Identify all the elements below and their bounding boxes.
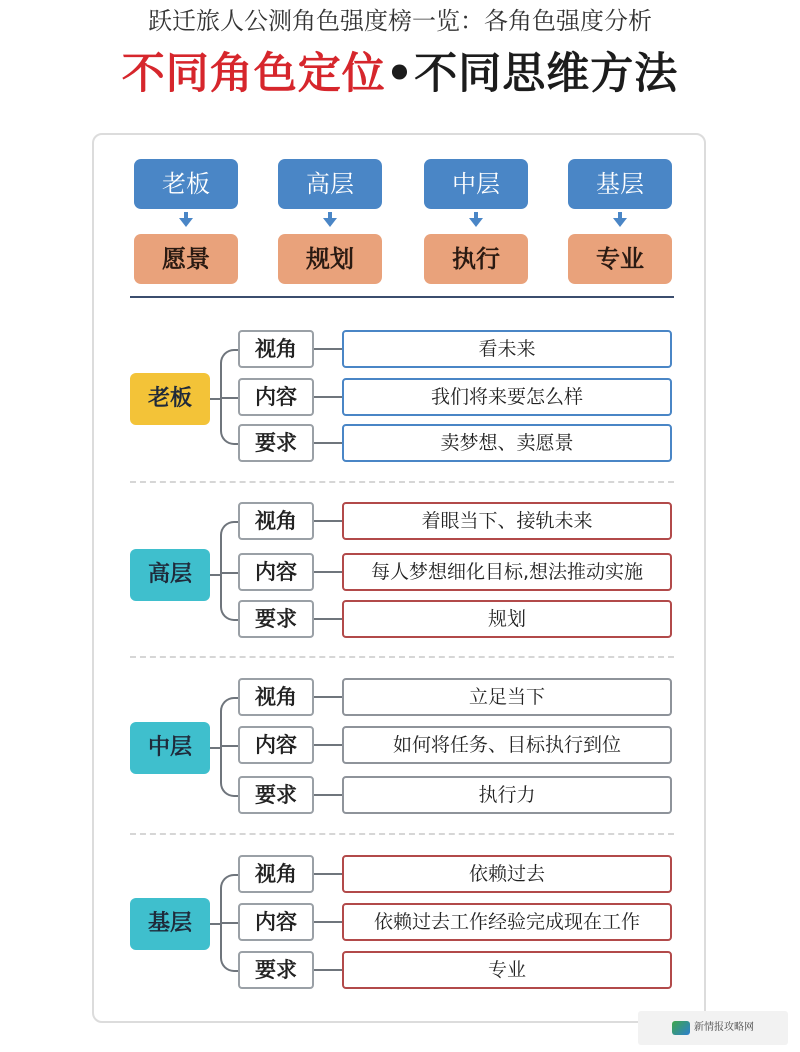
connector-line	[314, 969, 342, 971]
value-boss-content: 我们将来要怎么样	[342, 378, 672, 416]
top-role-senior: 高层	[278, 159, 382, 209]
connector-line	[314, 696, 342, 698]
label-content: 内容	[238, 726, 314, 764]
value-senior-perspective: 着眼当下、接轨未来	[342, 502, 672, 540]
top-role-middle: 中层	[424, 159, 528, 209]
label-requirement: 要求	[238, 424, 314, 462]
connector-line	[220, 922, 238, 924]
connector-line	[314, 396, 342, 398]
value-middle-requirement: 执行力	[342, 776, 672, 814]
label-perspective: 视角	[238, 678, 314, 716]
connector-line	[314, 571, 342, 573]
connector-line	[314, 618, 342, 620]
label-content: 内容	[238, 553, 314, 591]
down-arrow-icon	[469, 218, 483, 227]
section-divider	[130, 481, 674, 483]
connector-line	[314, 744, 342, 746]
label-perspective: 视角	[238, 330, 314, 368]
section-role-senior: 高层	[130, 549, 210, 601]
headline-dot: •	[385, 49, 415, 99]
top-focus-planning: 规划	[278, 234, 382, 284]
value-senior-requirement: 规划	[342, 600, 672, 638]
value-middle-perspective: 立足当下	[342, 678, 672, 716]
divider-rule	[130, 296, 674, 298]
connector-line	[314, 442, 342, 444]
section-role-boss: 老板	[130, 373, 210, 425]
connector-line	[314, 873, 342, 875]
label-perspective: 视角	[238, 855, 314, 893]
connector-line	[220, 572, 238, 574]
connector-line	[314, 921, 342, 923]
top-role-boss: 老板	[134, 159, 238, 209]
down-arrow-icon	[613, 218, 627, 227]
site-logo-icon	[672, 1021, 690, 1035]
page-caption: 跃迁旅人公测角色强度榜一览：各角色强度分析	[148, 7, 652, 35]
value-middle-content: 如何将任务、目标执行到位	[342, 726, 672, 764]
value-base-requirement: 专业	[342, 951, 672, 989]
bracket-line	[220, 521, 238, 621]
connector-line	[220, 745, 238, 747]
top-focus-expertise: 专业	[568, 234, 672, 284]
label-requirement: 要求	[238, 600, 314, 638]
down-arrow-icon	[323, 218, 337, 227]
value-base-perspective: 依赖过去	[342, 855, 672, 893]
connector-line	[210, 747, 220, 749]
top-focus-vision: 愿景	[134, 234, 238, 284]
label-content: 内容	[238, 378, 314, 416]
label-content: 内容	[238, 903, 314, 941]
label-requirement: 要求	[238, 776, 314, 814]
label-requirement: 要求	[238, 951, 314, 989]
connector-line	[210, 398, 220, 400]
value-boss-perspective: 看未来	[342, 330, 672, 368]
connector-line	[210, 574, 220, 576]
connector-line	[314, 348, 342, 350]
headline	[0, 44, 800, 104]
headline-part2: 不同思维方法	[414, 49, 679, 99]
connector-line	[220, 397, 238, 399]
value-senior-content: 每人梦想细化目标,想法推动实施	[342, 553, 672, 591]
value-boss-requirement: 卖梦想、卖愿景	[342, 424, 672, 462]
watermark	[638, 1011, 788, 1045]
section-role-base: 基层	[130, 898, 210, 950]
label-perspective: 视角	[238, 502, 314, 540]
section-divider	[130, 656, 674, 658]
bracket-line	[220, 697, 238, 797]
connector-line	[210, 923, 220, 925]
section-role-middle: 中层	[130, 722, 210, 774]
watermark-text: 新情报攻略网	[694, 1022, 754, 1033]
value-base-content: 依赖过去工作经验完成现在工作	[342, 903, 672, 941]
top-focus-execution: 执行	[424, 234, 528, 284]
down-arrow-icon	[179, 218, 193, 227]
section-divider	[130, 833, 674, 835]
connector-line	[314, 794, 342, 796]
top-role-base: 基层	[568, 159, 672, 209]
connector-line	[314, 520, 342, 522]
headline-part1: 不同角色定位	[121, 49, 386, 99]
